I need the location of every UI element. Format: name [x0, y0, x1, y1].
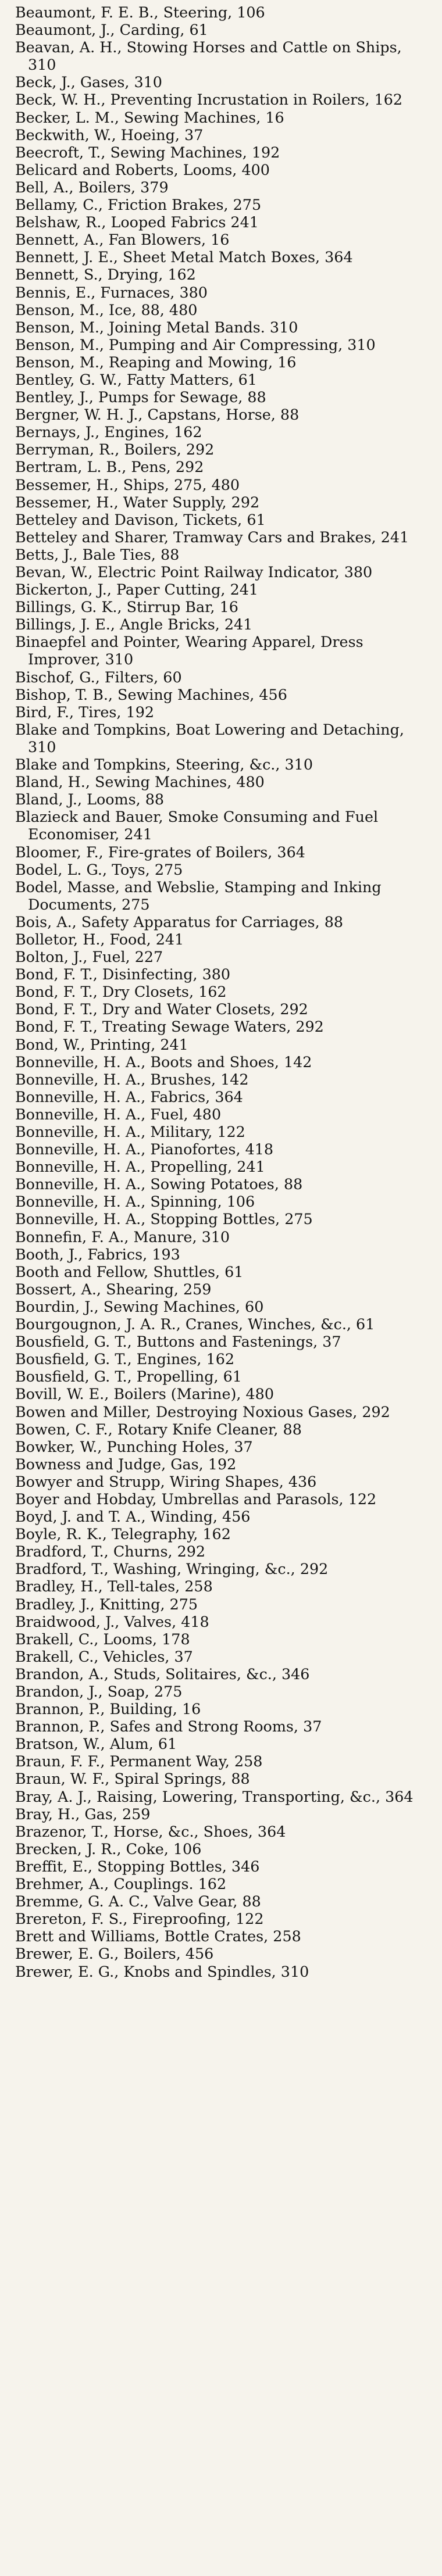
index-entry: Bonneville, H. A., Fuel, 480 — [15, 1105, 222, 1123]
index-entry: Beaumont, J., Carding, 61 — [15, 21, 208, 39]
index-entry: Bergner, W. H. J., Capstans, Horse, 88 — [15, 406, 300, 424]
index-entry: Bird, F., Tires, 192 — [15, 703, 155, 721]
index-entry: Bland, J., Looms, 88 — [15, 790, 165, 808]
index-entry: Bousfield, G. T., Buttons and Fastenings, 37 — [15, 1333, 341, 1351]
index-entry: Bonneville, H. A., Spinning, 106 — [15, 1193, 255, 1211]
index-entry: Bratson, W., Alum, 61 — [15, 1735, 177, 1753]
index-entry: Bonnefin, F. A., Manure, 310 — [15, 1228, 230, 1246]
index-entry: Bolletor, H., Food, 241 — [15, 930, 184, 948]
index-entry: Bonneville, H. A., Stopping Bottles, 275 — [15, 1210, 313, 1228]
index-entry: Benson, M., Joining Metal Bands. 310 — [15, 318, 298, 336]
index-entry: Bremme, G. A. C., Valve Gear, 88 — [15, 1892, 261, 1910]
index-entry: Bonneville, H. A., Sowing Potatoes, 88 — [15, 1175, 303, 1193]
index-entry: Bond, W., Printing, 241 — [15, 1035, 188, 1053]
index-entry: Betteley and Davison, Tickets, 61 — [15, 510, 266, 528]
index-entry: Blake and Tompkins, Boat Lowering and Detaching, 310 — [15, 720, 404, 756]
index-entry: Bertram, L. B., Pens, 292 — [15, 458, 204, 476]
index-entry: Benson, M., Reaping and Mowing, 16 — [15, 353, 297, 371]
index-entry: Beck, J., Gases, 310 — [15, 73, 162, 91]
index-entry: Braidwood, J., Valves, 418 — [15, 1612, 209, 1630]
index-entry: Bonneville, H. A., Brushes, 142 — [15, 1070, 249, 1088]
index-entry: Bennett, J. E., Sheet Metal Match Boxes, 364 — [15, 248, 353, 266]
index-entry: Benson, M., Ice, 88, 480 — [15, 300, 198, 319]
index-entry: Benson, M., Pumping and Air Compressing, 310 — [15, 335, 376, 353]
index-entry: Bellamy, C., Friction Brakes, 275 — [15, 196, 262, 214]
index-entry: Bennett, A., Fan Blowers, 16 — [15, 231, 230, 249]
index-entry: Bonneville, H. A., Boots and Shoes, 142 — [15, 1053, 312, 1071]
index-entry: Bowyer and Strupp, Wiring Shapes, 436 — [15, 1472, 317, 1490]
index-entry: Brett and Williams, Bottle Crates, 258 — [15, 1927, 301, 1945]
index-entry: Beavan, A. H., Stowing Horses and Cattle on Ships, 310 — [15, 38, 402, 74]
index-entry: Breffit, E., Stopping Bottles, 346 — [15, 1857, 260, 1875]
index-entry: Brecken, J. R., Coke, 106 — [15, 1840, 202, 1858]
index-entry: Bovill, W. E., Boilers (Marine), 480 — [15, 1385, 274, 1403]
index-entry: Brazenor, T., Horse, &c., Shoes, 364 — [15, 1822, 286, 1840]
index-entry: Bonneville, H. A., Military, 122 — [15, 1123, 245, 1140]
index-entry: Boyer and Hobday, Umbrellas and Parasols, 122 — [15, 1490, 377, 1508]
index-entry: Beckwith, W., Hoeing, 37 — [15, 126, 204, 144]
index-entry: Bowness and Judge, Gas, 192 — [15, 1455, 237, 1473]
index-entry: Bodel, Masse, and Webslie, Stamping and Inking Documents, 275 — [15, 878, 382, 913]
index-entry: Bourgougnon, J. A. R., Cranes, Winches, &c., 61 — [15, 1315, 375, 1333]
index-entry: Bourdin, J., Sewing Machines, 60 — [15, 1297, 264, 1315]
index-list — [15, 3, 432, 1980]
index-entry: Brewer, E. G., Knobs and Spindles, 310 — [15, 1962, 309, 1980]
index-entry: Bodel, L. G., Toys, 275 — [15, 860, 183, 878]
index-entry: Bischof, G., Filters, 60 — [15, 668, 182, 686]
index-entry: Betts, J., Bale Ties, 88 — [15, 545, 180, 563]
index-entry: Brannon, P., Building, 16 — [15, 1700, 201, 1718]
index-entry: Brakell, C., Vehicles, 37 — [15, 1647, 193, 1665]
index-entry: Bishop, T. B., Sewing Machines, 456 — [15, 685, 287, 703]
index-entry: Boyle, R. K., Telegraphy, 162 — [15, 1525, 231, 1543]
index-entry: Bray, A. J., Raising, Lowering, Transporting, &c., 364 — [15, 1787, 414, 1805]
index-entry: Bowen and Miller, Destroying Noxious Gases, 292 — [15, 1403, 390, 1421]
index-entry: Beck, W. H., Preventing Incrustation in Roilers, 162 — [15, 91, 403, 109]
index-entry: Bond, F. T., Dry Closets, 162 — [15, 983, 227, 1001]
index-entry: Braun, W. F., Spiral Springs, 88 — [15, 1770, 250, 1788]
index-entry: Bloomer, F., Fire-grates of Boilers, 364 — [15, 843, 305, 861]
index-entry: Becker, L. M., Sewing Machines, 16 — [15, 108, 284, 126]
index-entry: Bowen, C. F., Rotary Knife Cleaner, 88 — [15, 1420, 302, 1438]
index-entry: Booth and Fellow, Shuttles, 61 — [15, 1262, 244, 1280]
index-entry: Bousfield, G. T., Engines, 162 — [15, 1350, 235, 1368]
index-entry: Brandon, A., Studs, Solitaires, &c., 346 — [15, 1665, 310, 1683]
index-entry: Billings, J. E., Angle Bricks, 241 — [15, 616, 253, 634]
index-entry: Bradley, J., Knitting, 275 — [15, 1595, 198, 1613]
index-entry: Bond, F. T., Treating Sewage Waters, 292 — [15, 1018, 324, 1036]
index-entry: Blazieck and Bauer, Smoke Consuming and Fuel Economiser, 241 — [15, 808, 379, 843]
index-entry: Bell, A., Boilers, 379 — [15, 178, 169, 196]
index-entry: Bickerton, J., Paper Cutting, 241 — [15, 581, 259, 599]
index-entry: Binaepfel and Pointer, Wearing Apparel, Dress Improver, 310 — [15, 633, 363, 668]
index-entry: Bentley, J., Pumps for Sewage, 88 — [15, 388, 266, 406]
index-entry: Brewer, E. G., Boilers, 456 — [15, 1945, 214, 1963]
index-entry: Boyd, J. and T. A., Winding, 456 — [15, 1508, 251, 1526]
index-entry: Bentley, G. W., Fatty Matters, 61 — [15, 370, 257, 388]
index-entry: Bolton, J., Fuel, 227 — [15, 948, 163, 966]
index-entry: Bois, A., Safety Apparatus for Carriages, 88 — [15, 913, 344, 931]
index-entry: Brereton, F. S., Fireproofing, 122 — [15, 1910, 264, 1928]
index-entry: Bessemer, H., Ships, 275, 480 — [15, 475, 240, 493]
index-entry: Bray, H., Gas, 259 — [15, 1805, 151, 1823]
index-entry: Brehmer, A., Couplings. 162 — [15, 1875, 227, 1893]
index-entry: Betteley and Sharer, Tramway Cars and Brakes, 241 — [15, 528, 409, 546]
index-entry: Bonneville, H. A., Pianofortes, 418 — [15, 1140, 274, 1158]
index-entry: Brandon, J., Soap, 275 — [15, 1683, 183, 1700]
index-entry: Bennis, E., Furnaces, 380 — [15, 283, 208, 301]
index-entry: Bond, F. T., Disinfecting, 380 — [15, 965, 231, 983]
index-entry: Beecroft, T., Sewing Machines, 192 — [15, 143, 280, 161]
index-entry: Beaumont, F. E. B., Steering, 106 — [15, 3, 265, 21]
index-entry: Bonneville, H. A., Propelling, 241 — [15, 1158, 265, 1176]
index-entry: Bennett, S., Drying, 162 — [15, 266, 196, 284]
index-entry: Braun, F. F., Permanent Way, 258 — [15, 1752, 263, 1770]
index-entry: Bevan, W., Electric Point Railway Indicator, 380 — [15, 563, 373, 581]
index-entry: Bonneville, H. A., Fabrics, 364 — [15, 1087, 243, 1105]
index-entry: Bradford, T., Churns, 292 — [15, 1543, 206, 1561]
index-entry: Brakell, C., Looms, 178 — [15, 1630, 190, 1648]
index-entry: Bousfield, G. T., Propelling, 61 — [15, 1368, 242, 1386]
index-entry: Billings, G. K., Stirrup Bar, 16 — [15, 598, 238, 616]
index-entry: Bradford, T., Washing, Wringing, &c., 292 — [15, 1560, 329, 1578]
index-entry: Blake and Tompkins, Steering, &c., 310 — [15, 756, 313, 774]
index-entry: Berryman, R., Boilers, 292 — [15, 441, 215, 459]
index-entry: Belshaw, R., Looped Fabrics 241 — [15, 213, 259, 231]
index-entry: Brannon, P., Safes and Strong Rooms, 37 — [15, 1718, 322, 1736]
index-entry: Bernays, J., Engines, 162 — [15, 423, 202, 441]
index-entry: Bradley, H., Tell-tales, 258 — [15, 1577, 213, 1595]
index-entry: Booth, J., Fabrics, 193 — [15, 1245, 180, 1263]
index-entry: Bessemer, H., Water Supply, 292 — [15, 493, 260, 511]
index-entry: Bossert, A., Shearing, 259 — [15, 1280, 212, 1298]
index-entry: Bowker, W., Punching Holes, 37 — [15, 1437, 253, 1455]
index-entry: Bland, H., Sewing Machines, 480 — [15, 773, 265, 791]
index-entry: Belicard and Roberts, Looms, 400 — [15, 160, 270, 178]
index-entry: Bond, F. T., Dry and Water Closets, 292 — [15, 1000, 308, 1018]
